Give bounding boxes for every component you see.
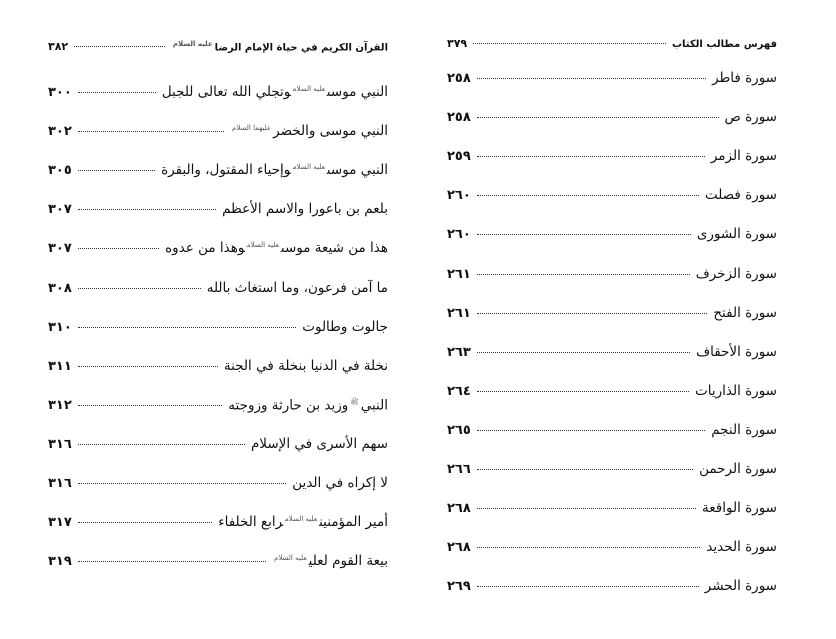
entry-title	[251, 436, 388, 452]
page-number: ٢٦٨	[447, 540, 471, 556]
dot-leader	[477, 117, 719, 118]
honorific-icon: عليه السلام	[285, 514, 318, 523]
entry-title	[162, 84, 388, 100]
dot-leader	[477, 352, 690, 353]
entry-title-text: وزيد بن حارثة وزوجته	[228, 397, 349, 414]
dot-leader	[477, 313, 708, 314]
header-page-number: ٣٨٢	[48, 40, 69, 54]
header-title: فهرس مطالب الكتاب	[671, 39, 777, 50]
page-number: ٣٠٧	[48, 202, 72, 218]
page-number: ٣١٧	[48, 515, 72, 531]
entry-title: سورة الزخرف	[695, 265, 777, 282]
page-number: ٣١٦	[48, 436, 72, 452]
page-number: ٢٥٨	[447, 110, 471, 126]
dot-leader	[78, 209, 216, 210]
entry-title-text: رابع الخلفاء	[218, 514, 284, 531]
entry-title: سورة الفتح	[713, 304, 777, 321]
toc-entry[interactable]	[447, 461, 777, 477]
entry-title	[161, 162, 388, 178]
toc-entry[interactable]	[48, 201, 388, 217]
honorific-icon: ﷺ	[350, 397, 359, 406]
entry-title	[230, 123, 388, 139]
entry-title: سورة فصلت	[704, 187, 777, 204]
entry-title	[165, 240, 388, 256]
toc-entry[interactable]	[48, 397, 388, 414]
page-number: ٢٦٣	[447, 344, 471, 360]
toc-entry[interactable]	[447, 226, 777, 242]
page-number: ٣١٦	[48, 476, 72, 491]
toc-entry[interactable]	[48, 514, 388, 530]
page-number: ٣١٠	[48, 319, 72, 335]
dot-leader	[477, 391, 689, 392]
page-number: ٣٠٧	[48, 241, 72, 257]
toc-entry[interactable]	[48, 123, 388, 139]
dot-leader	[477, 469, 693, 470]
entry-title: سورة الرحمن	[699, 461, 777, 477]
dot-leader	[78, 522, 212, 523]
dot-leader	[477, 586, 699, 587]
entry-title-text: النبي موسى	[326, 84, 388, 100]
entry-title-text: وتجلي الله تعالى للجبل	[161, 84, 291, 100]
entry-title-text: لا إكراه في الدين	[292, 475, 388, 491]
dot-leader	[78, 561, 266, 562]
toc-entry[interactable]	[447, 578, 777, 594]
dot-leader	[74, 46, 165, 47]
page-number: ٢٦١	[447, 266, 471, 282]
entry-title	[228, 397, 388, 414]
header-title	[171, 40, 388, 53]
toc-entry[interactable]	[447, 266, 777, 282]
entry-title	[218, 514, 388, 530]
page-number: ٢٦٤	[447, 383, 471, 399]
page-number: ٢٥٨	[447, 71, 471, 86]
honorific-icon: عليه السلام	[292, 162, 325, 171]
dot-leader	[477, 430, 705, 431]
dot-leader	[78, 92, 156, 93]
page-number: ٣٠٢	[48, 124, 72, 140]
dot-leader	[477, 508, 696, 509]
toc-entry[interactable]	[48, 84, 388, 100]
toc-entry[interactable]	[48, 475, 388, 491]
entry-title: سورة الحشر	[704, 578, 777, 595]
page-number: ٢٦٦	[447, 462, 471, 477]
entry-title: سورة الأحقاف	[696, 343, 777, 360]
toc-entry[interactable]	[447, 344, 777, 360]
running-header	[447, 37, 777, 50]
page-number: ٣١١	[48, 358, 72, 374]
toc-entry[interactable]	[447, 500, 777, 516]
entry-title: سورة الحديد	[706, 539, 777, 556]
entry-title: سورة النجم	[711, 421, 777, 438]
page-number: ٢٦٩	[447, 579, 471, 595]
entry-title-text: بيعة القوم لعلي	[308, 553, 388, 570]
dot-leader	[78, 327, 296, 328]
entry-title: سورة الشورى	[696, 226, 777, 243]
toc-entry[interactable]	[447, 70, 777, 86]
entry-title-text: سهم الأسرى في الإسلام	[250, 435, 388, 452]
honorific-icon: عليه السلام	[274, 553, 307, 562]
dot-leader	[78, 483, 286, 484]
entry-title-text: هذا من شيعة موسى	[280, 240, 388, 257]
entry-title-text: جالوت وطالوت	[302, 318, 388, 335]
page-number: ٢٦٨	[447, 501, 471, 517]
page-number: ٢٦٥	[447, 422, 471, 438]
toc-entry[interactable]	[48, 319, 388, 335]
dot-leader	[78, 288, 201, 289]
page-number: ٣٠٨	[48, 280, 72, 296]
page-number: ٢٦٠	[447, 188, 471, 204]
entry-title-text: أمير المؤمنين	[319, 514, 388, 531]
toc-entry[interactable]	[447, 187, 777, 203]
dot-leader	[78, 405, 222, 406]
header-title-text: القرآن الكريم في حياة الإمام الرضا	[214, 42, 388, 54]
entry-title	[224, 358, 388, 374]
page-number: ٣٠٠	[48, 85, 72, 100]
entry-title	[302, 319, 388, 335]
dot-leader	[477, 195, 699, 196]
page-number: ٢٥٩	[447, 149, 471, 165]
toc-entry[interactable]	[48, 436, 388, 452]
toc-entry[interactable]	[447, 305, 777, 321]
entry-title	[292, 475, 388, 491]
dot-leader	[477, 274, 690, 275]
toc-entry[interactable]	[447, 109, 777, 125]
page-number: ٢٦١	[447, 305, 471, 321]
toc-entry[interactable]	[447, 539, 777, 555]
entry-title	[222, 201, 388, 217]
dot-leader	[477, 234, 691, 235]
dot-leader	[477, 78, 706, 79]
entry-title: سورة الزمر	[710, 148, 777, 165]
entry-title-text: بلعم بن باعورا والاسم الأعظم	[222, 201, 388, 218]
entry-title	[207, 280, 388, 296]
entry-title: سورة الذاريات	[695, 382, 777, 399]
honorific-icon: عليه السلام	[246, 240, 279, 249]
honorific-icon: عليهما السلام	[232, 123, 272, 132]
header-page-number: ٣٧٩	[447, 37, 468, 50]
toc-entry[interactable]	[48, 553, 388, 569]
entry-title-text: وهذا من عدوه	[165, 240, 245, 257]
toc-entry[interactable]	[48, 162, 388, 178]
entry-title-text: النبي	[360, 397, 388, 414]
toc-entry[interactable]	[48, 358, 388, 374]
entry-title-text: وإحياء المقتول، والبقرة	[161, 162, 291, 179]
honorific-icon: عليه السلام	[292, 84, 325, 93]
dot-leader	[78, 366, 218, 367]
entry-title: سورة فاطر	[712, 70, 777, 86]
toc-entry[interactable]	[447, 383, 777, 399]
entry-title-text: نخلة في الدنيا بنخلة في الجنة	[223, 357, 388, 374]
dot-leader	[473, 43, 666, 44]
entry-title: سورة الواقعة	[702, 500, 777, 517]
dot-leader	[78, 248, 159, 249]
dot-leader	[78, 444, 245, 445]
page-number: ٣١٢	[48, 398, 72, 414]
dot-leader	[477, 547, 701, 548]
entry-title-text: النبي موسى	[326, 162, 388, 179]
entry-title-text: النبي موسى والخضر	[273, 123, 388, 140]
entry-title: سورة ص	[724, 109, 777, 126]
running-header	[48, 40, 388, 53]
dot-leader	[477, 156, 705, 157]
entry-title-text: ما آمن فرعون، وما استغاث بالله	[206, 279, 388, 296]
toc-entry[interactable]	[447, 422, 777, 438]
page-number: ٣٠٥	[48, 163, 72, 179]
entry-title	[272, 553, 388, 569]
toc-entry[interactable]	[48, 280, 388, 296]
page-number: ٣١٩	[48, 554, 72, 570]
page-number: ٢٦٠	[447, 227, 471, 243]
dot-leader	[78, 131, 224, 132]
toc-entry[interactable]	[48, 240, 388, 256]
honorific-icon: عليه السلام	[172, 40, 213, 48]
dot-leader	[78, 170, 155, 171]
toc-entry[interactable]	[447, 148, 777, 164]
